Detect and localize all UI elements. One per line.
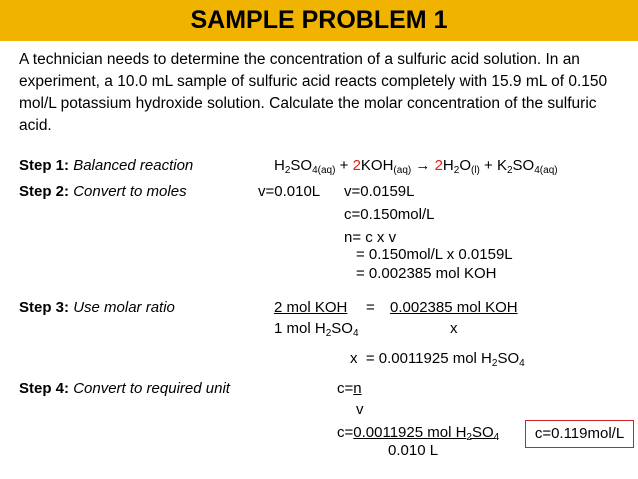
eq-part: SO <box>512 157 535 174</box>
step4-formula-denominator: v <box>356 401 364 418</box>
ratio-sub: 4 <box>352 328 359 339</box>
step3-label <box>19 299 175 317</box>
balanced-equation <box>274 157 558 175</box>
sub-sub: 4 <box>493 432 500 443</box>
ratio-result <box>350 350 525 368</box>
eq-part: KOH <box>360 157 394 174</box>
step4-substitution-denominator: 0.010 L <box>388 442 439 459</box>
eq-part: + <box>335 157 353 174</box>
step1-label <box>19 157 193 175</box>
eq-sub: 4(aq) <box>534 165 558 176</box>
step2-v-base: v=0.0159L <box>344 183 415 200</box>
eq-part: H <box>274 157 285 174</box>
eq-part: O <box>459 157 471 174</box>
step4-substitution <box>337 424 499 442</box>
result-part: x = 0.0011925 mol H <box>350 350 492 367</box>
step2-formula: n= c x v <box>344 229 397 246</box>
step2-label <box>19 183 187 201</box>
step2-v-acid: v=0.010L <box>258 183 321 200</box>
sub-part: c= <box>337 424 354 441</box>
arrow-icon: → <box>411 157 435 174</box>
sub-sub: 2 <box>466 432 472 443</box>
ratio-numerator-left: 2 mol KOH <box>274 299 348 316</box>
result-sub: 2 <box>491 358 498 369</box>
step3-desc: Use molar ratio <box>73 299 175 316</box>
step1-desc: Balanced reaction <box>73 157 194 174</box>
step4-desc: Convert to required unit <box>73 380 230 397</box>
eq-sub: (l) <box>470 165 480 176</box>
step3-number: Step 3: <box>19 299 70 316</box>
formula-part: c= <box>337 380 354 397</box>
step4-label <box>19 380 230 398</box>
ratio-part: SO <box>331 320 353 337</box>
eq-part: SO <box>290 157 313 174</box>
title-bar <box>0 0 638 41</box>
eq-part: H <box>442 157 454 174</box>
problem-statement: A technician needs to determine the concentration of a sulfuric acid solution. In an experiment, a 10.0 mL sample of sulfuric acid reacts completely with 15.9 mL of 0.150 mol/L potassium hydroxide solution. Calculate the molar concentration of the sulfuric acid. <box>19 51 608 134</box>
eq-sub: (aq) <box>393 165 412 176</box>
result-sub: 4 <box>519 358 525 369</box>
answer-box <box>525 420 634 448</box>
ratio-denominator-right: x <box>450 320 458 337</box>
step4-number: Step 4: <box>19 380 70 397</box>
eq-part: + K <box>479 157 507 174</box>
ratio-part: 1 mol H <box>274 320 326 337</box>
step1-number: Step 1: <box>19 157 70 174</box>
formula-numerator: n <box>353 380 362 397</box>
sub-part: 0.0011925 mol H <box>353 424 467 441</box>
eq-coefficient: 2 <box>434 157 443 174</box>
result-part: SO <box>497 350 520 367</box>
step4-formula <box>337 380 362 398</box>
step2-c-base: c=0.150mol/L <box>344 206 435 223</box>
sub-numerator <box>353 424 499 441</box>
ratio-denominator-left <box>274 320 359 338</box>
ratio-sub: 2 <box>325 328 332 339</box>
ratio-equals: = <box>366 299 375 316</box>
eq-sub: 2 <box>284 165 291 176</box>
step2-calc2: = 0.002385 mol KOH <box>356 265 497 282</box>
step2-calc1: = 0.150mol/L x 0.0159L <box>356 246 513 263</box>
answer-value: c=0.119mol/L <box>534 425 625 442</box>
step2-desc: Convert to moles <box>73 183 187 200</box>
eq-sub: 2 <box>453 165 460 176</box>
eq-coefficient: 2 <box>352 157 361 174</box>
ratio-numerator-right: 0.002385 mol KOH <box>390 299 518 316</box>
sub-part: SO <box>471 424 494 441</box>
eq-sub: 4(aq) <box>312 165 336 176</box>
page-title: SAMPLE PROBLEM 1 <box>190 6 448 34</box>
eq-sub: 2 <box>506 165 513 176</box>
step2-number: Step 2: <box>19 183 70 200</box>
